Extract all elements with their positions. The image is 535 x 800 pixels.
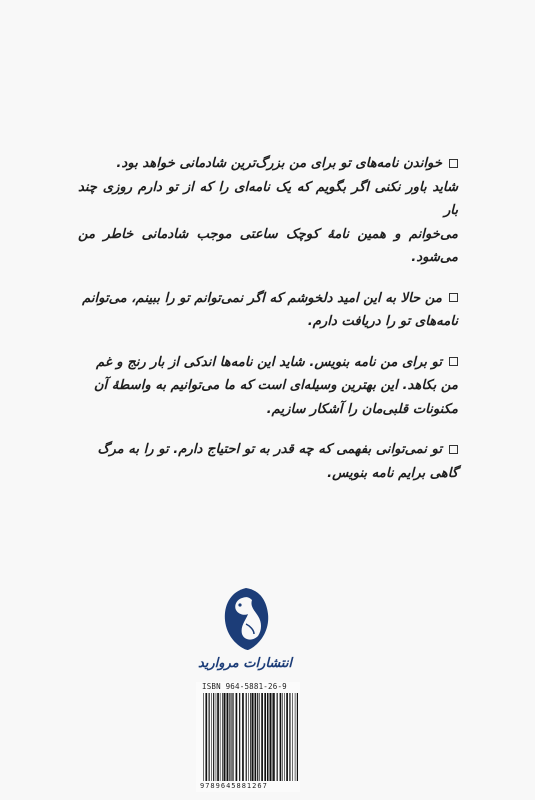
barcode-bar	[211, 693, 212, 781]
barcode-bar	[272, 693, 273, 781]
barcode-bar	[284, 693, 285, 781]
barcode-bar	[233, 693, 234, 781]
bullet-box-icon	[449, 357, 458, 366]
paragraph-1-line-1: خواندن نامه‌های تو برای من بزرگ‌ترین شادمانی خواهد بود.	[78, 152, 458, 176]
barcode-bar	[239, 693, 240, 781]
paragraph-1-line-2: شاید باور نکنی اگر بگویم که یک نامه‌ای را که از تو دارم روزی چند بار	[78, 179, 458, 218]
paragraph-2	[78, 287, 458, 334]
barcode-bar	[282, 693, 283, 781]
back-cover-text	[78, 152, 458, 502]
paragraph-4	[78, 438, 458, 485]
barcode-bar	[250, 693, 251, 781]
barcode-bar	[264, 693, 266, 781]
barcode-bar	[255, 693, 257, 781]
barcode-bar	[231, 693, 232, 781]
barcode-graphic	[202, 693, 298, 781]
barcode-bar	[220, 693, 221, 781]
barcode-bar	[213, 693, 214, 781]
paragraph-3-line-3: مکنونات قلبی‌مان را آشکار سازیم.	[266, 401, 458, 417]
paragraph-1	[78, 152, 458, 270]
barcode-bar	[229, 693, 230, 781]
barcode-bar	[270, 693, 272, 781]
barcode-bar	[242, 693, 244, 781]
bullet-box-icon	[449, 159, 458, 168]
barcode-bar	[295, 693, 296, 781]
barcode-bar	[246, 693, 247, 781]
barcode-bar	[280, 693, 282, 781]
barcode-bar	[261, 693, 263, 781]
barcode-bar	[217, 693, 219, 781]
barcode-bar	[227, 693, 229, 781]
barcode-bar	[209, 693, 210, 781]
bullet-box-icon	[449, 445, 458, 454]
barcode-bar	[292, 693, 293, 781]
barcode-bar	[205, 693, 207, 781]
barcode-bar	[277, 693, 278, 781]
paragraph-1-line-3: می‌خوانم و همین نامهٔ کوچک ساعتی موجب شادمانی خاطر من می‌شود.	[78, 226, 458, 265]
bullet-box-icon	[449, 293, 458, 302]
barcode-bar	[267, 693, 268, 781]
paragraph-3-line-2: من بکاهد. این بهترین وسیله‌ای است که ما می‌توانیم به واسطهٔ آن	[93, 378, 458, 393]
paragraph-3	[78, 351, 458, 422]
paragraph-2-line-1: من حالا به این امید دلخوشم که اگر نمی‌توانم تو را ببینم، می‌توانم	[78, 287, 458, 311]
barcode-bar	[273, 693, 275, 781]
bird-logo-icon	[218, 586, 274, 652]
barcode-area	[196, 682, 300, 792]
barcode-bar	[236, 693, 238, 781]
barcode-bar	[203, 693, 204, 781]
barcode-bar	[252, 693, 254, 781]
barcode-bar	[216, 693, 217, 781]
ean-digits: 9789645881267	[200, 782, 268, 790]
barcode-bar	[289, 693, 290, 781]
barcode-bar	[286, 693, 288, 781]
paragraph-4-line-1: تو نمی‌توانی بفهمی که چه قدر به تو احتیاج دارم. تو را به مرگ	[78, 438, 458, 462]
barcode-bar	[257, 693, 258, 781]
isbn-label: ISBN 964-5881-26-9	[202, 682, 287, 691]
paragraph-3-line-1: تو برای من نامه بنویس. شاید این نامه‌ها اندکی از بار رنج و غم	[78, 351, 458, 375]
paragraph-2-line-2: نامه‌های تو را دریافت دارم.	[307, 314, 458, 329]
barcode-bar	[259, 693, 260, 781]
barcode-bar	[222, 693, 223, 781]
barcode-bar	[297, 693, 298, 781]
publisher-name: انتشارات مروارید	[197, 656, 293, 671]
barcode-bar	[224, 693, 225, 781]
barcode-bar	[269, 693, 270, 781]
paragraph-4-line-2: گاهی برایم نامه بنویس.	[327, 465, 458, 481]
barcode-bar	[248, 693, 249, 781]
barcode-bar	[226, 693, 227, 781]
